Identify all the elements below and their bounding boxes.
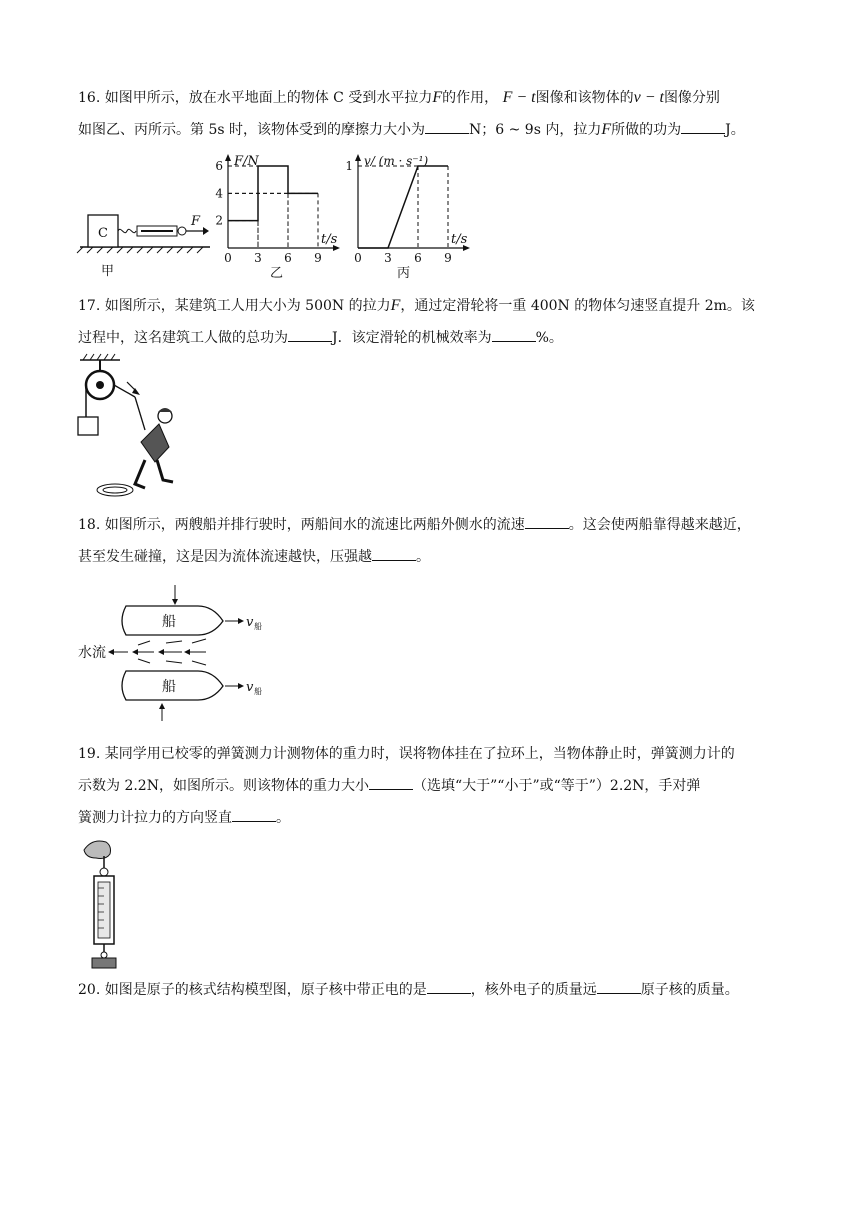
q16-line2: 如图乙、丙所示。第 5s 时，该物体受到的摩擦力大小为 N；6 ~ 9s 内，拉力F所做的功为 J。 [78, 114, 783, 146]
q18-line1: 18. 如图所示，两艘船并排行驶时，两船间水的流速比两船外侧水的流速 。这会使两船靠得越来越近， [78, 509, 783, 541]
answer-blank[interactable] [288, 325, 332, 342]
x-tick-label: 0 [354, 251, 362, 265]
x-tick-label: 0 [224, 251, 232, 265]
svg-text:船: 船 [254, 622, 262, 631]
y-tick-label: 1 [345, 159, 353, 173]
yi-xlabel: t/s [321, 232, 338, 247]
answer-blank[interactable] [425, 117, 469, 134]
yi-caption: 乙 [270, 266, 284, 281]
x-tick-label: 6 [284, 251, 292, 265]
water-flow-label: 水流 [78, 645, 106, 661]
figure-yi-chart [215, 153, 345, 281]
q17-number: 17. [78, 298, 101, 314]
hand [84, 841, 111, 859]
x-tick-label: 9 [444, 251, 452, 265]
yi-ylabel: F/N [234, 154, 259, 169]
svg-text:船: 船 [254, 687, 262, 696]
y-tick-label: 4 [215, 186, 223, 201]
figure-jia [75, 205, 215, 280]
answer-blank[interactable] [232, 805, 276, 822]
figure-pulley-worker [75, 352, 185, 502]
svg-text:v: v [246, 680, 254, 695]
y-tick-label: 2 [215, 213, 223, 228]
v-series-line [358, 166, 448, 248]
q16-number: 16. [78, 90, 101, 106]
svg-text:船: 船 [162, 614, 176, 630]
x-tick-label: 3 [254, 251, 262, 265]
answer-blank[interactable] [525, 512, 569, 529]
bing-caption: 丙 [397, 266, 411, 281]
q19-number: 19. [78, 746, 101, 762]
answer-blank[interactable] [492, 325, 536, 342]
q18-line2: 甚至发生碰撞，这是因为流体流速越快，压强越 。 [78, 541, 783, 573]
figure-bing-chart [345, 153, 475, 281]
answer-blank[interactable] [372, 544, 416, 561]
q16-line1: 16. 如图甲所示，放在水平地面上的物体 C 受到水平拉力F的作用， F − t图像和该物体的v − t图像分别 [78, 89, 720, 106]
figure-two-boats [78, 583, 278, 723]
answer-blank[interactable] [427, 977, 471, 994]
svg-text:甲: 甲 [101, 264, 115, 279]
answer-blank[interactable] [597, 977, 641, 994]
q19-line2: 示数为 2.2N，如图所示。则该物体的重力大小 （选填“大于”“小于”或“等于”）2.2N，手对弹 [78, 770, 783, 802]
q17-line2: 过程中，这名建筑工人做的总功为 J．该定滑轮的机械效率为 %。 [78, 322, 783, 354]
q17-line1: 17. 如图所示，某建筑工人用大小为 500N 的拉力F，通过定滑轮将一重 400N 的物体匀速竖直提升 2m。该 [78, 297, 755, 314]
svg-text:船: 船 [162, 679, 176, 695]
svg-text:v: v [246, 615, 254, 630]
x-tick-label: 9 [314, 251, 322, 265]
q19-line1: 19. 某同学用已校零的弹簧测力计测物体的重力时，误将物体挂在了拉环上，当物体静止时，弹簧测力计的 [78, 746, 735, 762]
bing-xlabel: t/s [451, 232, 468, 247]
answer-blank[interactable] [369, 773, 413, 790]
svg-text:C: C [98, 226, 108, 241]
x-tick-label: 3 [384, 251, 392, 265]
svg-text:F: F [191, 214, 201, 229]
q19-line3: 簧测力计拉力的方向竖直 。 [78, 802, 783, 834]
answer-blank[interactable] [681, 117, 725, 134]
y-tick-label: 6 [215, 159, 223, 173]
weight-block [78, 417, 98, 435]
bing-ylabel: v/ (m · s⁻¹) [364, 154, 429, 168]
q20-line1: 20. 如图是原子的核式结构模型图，原子核中带正电的是 ，核外电子的质量远 原子核的质量。 [78, 974, 783, 1006]
q18-number: 18. [78, 517, 101, 533]
q20-number: 20. [78, 982, 101, 998]
x-tick-label: 6 [414, 251, 422, 265]
hanging-object [92, 958, 116, 968]
figure-spring-scale [76, 836, 136, 971]
